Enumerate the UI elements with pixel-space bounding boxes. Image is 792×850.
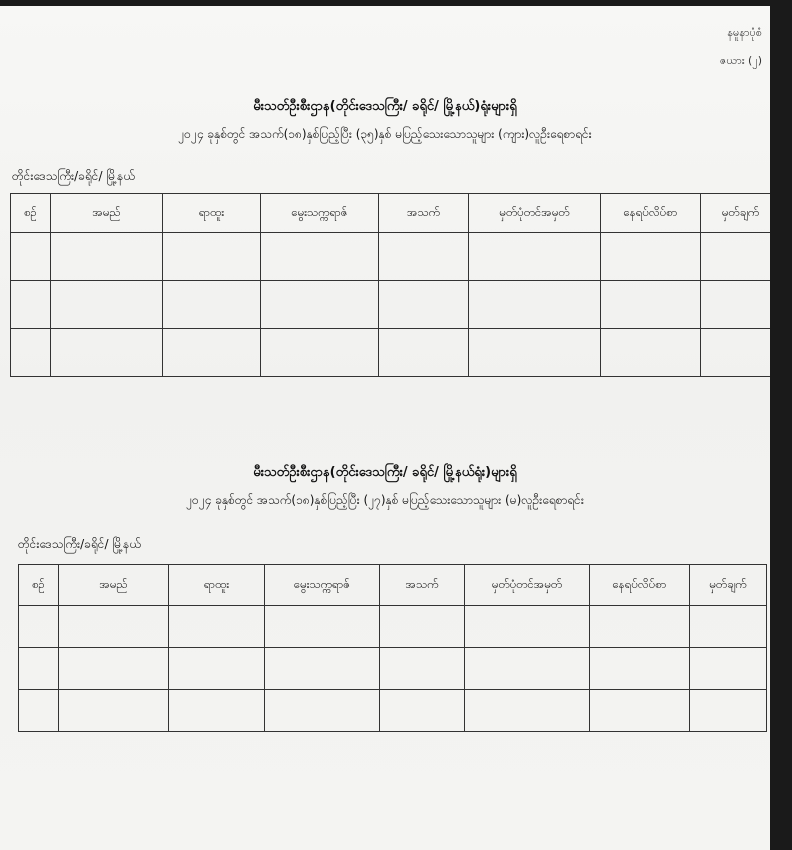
table-row bbox=[11, 329, 771, 377]
table-cell[interactable] bbox=[379, 329, 469, 377]
table-cell[interactable] bbox=[701, 329, 771, 377]
table-row bbox=[19, 606, 767, 648]
col-header-birthdate: မွေးသက္ကရာဇ် bbox=[265, 565, 380, 606]
table-cell[interactable] bbox=[169, 690, 265, 732]
section1-region-label: တိုင်းဒေသကြီး/ခရိုင်/ မြို့နယ် bbox=[12, 169, 135, 183]
col-header-age: အသက် bbox=[379, 194, 469, 233]
table-cell[interactable] bbox=[19, 690, 59, 732]
table-cell[interactable] bbox=[380, 648, 465, 690]
table-cell[interactable] bbox=[601, 233, 701, 281]
table-cell[interactable] bbox=[51, 281, 163, 329]
table-cell[interactable] bbox=[59, 648, 169, 690]
col-header-address: နေရပ်လိပ်စာ bbox=[601, 194, 701, 233]
table-cell[interactable] bbox=[163, 329, 261, 377]
table-cell[interactable] bbox=[19, 606, 59, 648]
table-cell[interactable] bbox=[601, 329, 701, 377]
table-cell[interactable] bbox=[690, 606, 767, 648]
col-header-birthdate: မွေးသက္ကရာဇ် bbox=[261, 194, 379, 233]
table-cell[interactable] bbox=[465, 648, 590, 690]
table-cell[interactable] bbox=[261, 233, 379, 281]
table-cell[interactable] bbox=[465, 606, 590, 648]
table-cell[interactable] bbox=[380, 606, 465, 648]
table-cell[interactable] bbox=[379, 281, 469, 329]
table-row bbox=[19, 648, 767, 690]
table-cell[interactable] bbox=[11, 281, 51, 329]
table-cell[interactable] bbox=[261, 329, 379, 377]
col-header-serial: စဉ် bbox=[19, 565, 59, 606]
table-cell[interactable] bbox=[469, 281, 601, 329]
col-header-serial: စဉ် bbox=[11, 194, 51, 233]
table-header-row bbox=[11, 194, 771, 233]
table-header-row bbox=[19, 565, 767, 606]
table-row bbox=[11, 281, 771, 329]
table-cell[interactable] bbox=[469, 329, 601, 377]
table-cell[interactable] bbox=[51, 233, 163, 281]
table-cell[interactable] bbox=[265, 606, 380, 648]
section2-subtitle: ၂၀၂၄ ခုနှစ်တွင် အသက်(၁၈)နှစ်ပြည့်ပြီး (၂၇)နှစ် မပြည့်သေးသောသူများ (မ)လူဦးရေစာရင်း bbox=[186, 493, 584, 507]
table-cell[interactable] bbox=[690, 648, 767, 690]
section1-title: မီးသတ်ဦးစီးဌာန(တိုင်းဒေသကြီး/ ခရိုင်/ မြို့နယ်)ရုံးများရှိ bbox=[253, 99, 517, 114]
table-cell[interactable] bbox=[51, 329, 163, 377]
col-header-position: ရာထူး bbox=[163, 194, 261, 233]
table-cell[interactable] bbox=[590, 648, 690, 690]
col-header-nrc: မှတ်ပုံတင်အမှတ် bbox=[465, 565, 590, 606]
section2-title: မီးသတ်ဦးစီးဌာန(တိုင်းဒေသကြီး/ ခရိုင်/ မြို့နယ်ရုံး)များရှိ bbox=[253, 465, 517, 480]
col-header-age: အသက် bbox=[380, 565, 465, 606]
table-cell[interactable] bbox=[11, 233, 51, 281]
table-cell[interactable] bbox=[163, 281, 261, 329]
table-cell[interactable] bbox=[169, 648, 265, 690]
col-header-name: အမည် bbox=[51, 194, 163, 233]
table-cell[interactable] bbox=[163, 233, 261, 281]
section1-table bbox=[10, 193, 770, 377]
table-row bbox=[19, 690, 767, 732]
table-cell[interactable] bbox=[59, 606, 169, 648]
col-header-nrc: မှတ်ပုံတင်အမှတ် bbox=[469, 194, 601, 233]
table-cell[interactable] bbox=[601, 281, 701, 329]
section2-table bbox=[18, 564, 767, 732]
table-cell[interactable] bbox=[465, 690, 590, 732]
document-page bbox=[0, 6, 770, 850]
table-cell[interactable] bbox=[59, 690, 169, 732]
section2-region-label: တိုင်းဒေသကြီး/ခရိုင်/ မြို့နယ် bbox=[18, 537, 141, 551]
table-cell[interactable] bbox=[169, 606, 265, 648]
corner-label-table-number: ဇယား (၂) bbox=[719, 54, 762, 67]
table-cell[interactable] bbox=[265, 690, 380, 732]
table-cell[interactable] bbox=[261, 281, 379, 329]
table-cell[interactable] bbox=[590, 606, 690, 648]
table-cell[interactable] bbox=[265, 648, 380, 690]
table-cell[interactable] bbox=[590, 690, 690, 732]
corner-label-sample-form: နမူနာပုံစံ bbox=[727, 26, 762, 39]
col-header-name: အမည် bbox=[59, 565, 169, 606]
col-header-address: နေရပ်လိပ်စာ bbox=[590, 565, 690, 606]
col-header-position: ရာထူး bbox=[169, 565, 265, 606]
table-cell[interactable] bbox=[701, 233, 771, 281]
table-cell[interactable] bbox=[690, 690, 767, 732]
col-header-remarks: မှတ်ချက် bbox=[690, 565, 767, 606]
table-cell[interactable] bbox=[379, 233, 469, 281]
table-cell[interactable] bbox=[11, 329, 51, 377]
col-header-remarks: မှတ်ချက် bbox=[701, 194, 771, 233]
section1-subtitle: ၂၀၂၄ ခုနှစ်တွင် အသက်(၁၈)နှစ်ပြည့်ပြီး (၃၅)နှစ် မပြည့်သေးသောသူများ (ကျား)လူဦးရေစာရင်း bbox=[178, 127, 592, 141]
table-cell[interactable] bbox=[19, 648, 59, 690]
table-cell[interactable] bbox=[469, 233, 601, 281]
table-row bbox=[11, 233, 771, 281]
table-cell[interactable] bbox=[701, 281, 771, 329]
table-cell[interactable] bbox=[380, 690, 465, 732]
